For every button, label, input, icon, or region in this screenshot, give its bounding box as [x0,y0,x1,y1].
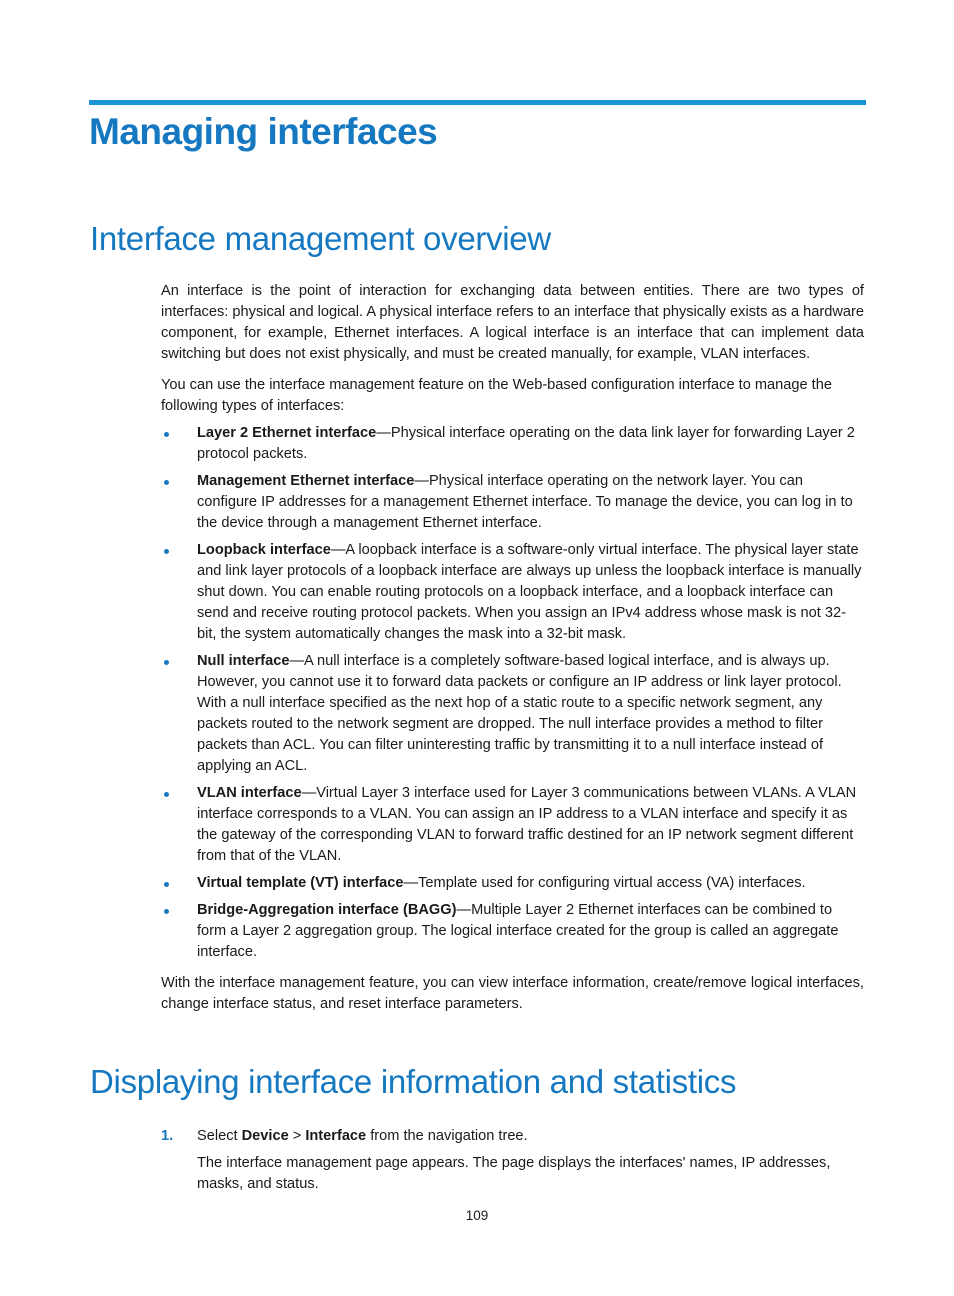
section-overview-body [161,281,864,1025]
section-title-overview: Interface management overview [90,220,551,257]
list-item-term: VLAN interface [197,785,302,801]
list-item [161,423,864,465]
list-item [161,873,864,894]
list-item-text: —Physical interface operating on the data link layer for forwarding Layer 2 protocol packets. [197,425,855,462]
bullet-dot-icon [164,480,169,485]
bullet-dot-icon [164,549,169,554]
list-item-term: Management Ethernet interface [197,473,415,489]
list-item-text: —Template used for configuring virtual access (VA) interfaces. [403,875,806,891]
step-result: The interface management page appears. The page displays the interfaces' names, IP addresses, masks, and status. [197,1155,831,1192]
list-item-term: Null interface [197,653,290,669]
step-text-prefix: Select [197,1128,242,1144]
list-item-term: Bridge-Aggregation interface (BAGG) [197,902,457,918]
list-item [161,540,864,645]
list-item [161,783,864,867]
menu-separator: > [288,1128,306,1144]
bullet-dot-icon [164,909,169,914]
interface-type-list [161,423,864,963]
step-text-suffix: from the navigation tree. [366,1128,528,1144]
lead-paragraph: You can use the interface management feature on the Web-based configuration interface to manage the following types of interfaces: [161,377,832,414]
list-item-text: —A loopback interface is a software-only virtual interface. The physical layer state and link layer protocols of a loopback interface are always up unless the loopback interface is manually shut down. You can enable routing protocols on a loopback interface, and a loopback interface can send and receive routing protocol packets. When you assign an IPv4 address whose mask is not 32-bit, the system automatically changes the mask into a 32-bit mask. [197,542,862,642]
list-item-text: —Physical interface operating on the network layer. You can configure IP addresses for a management Ethernet interface. To manage the device, you can log in to the device through a management Ethernet interface. [197,473,853,531]
procedure-step [161,1126,864,1195]
page-number: 109 [465,1208,489,1223]
list-item [161,651,864,777]
list-item [161,900,864,963]
list-item-text: —A null interface is a completely software-based logical interface, and is always up. However, you cannot use it to forward data packets or configure an IP address or link layer protocol. With a null interface specified as the next hop of a static route to a specific network segment, any packets routed to the network segment are dropped. The null interface provides a method to filter packets than ACL. You can filter uninteresting traffic by transmitting it to a null interface instead of applying an ACL. [197,653,842,774]
bullet-dot-icon [164,792,169,797]
procedure-steps [161,1126,864,1195]
list-item [161,471,864,534]
list-item-term: Loopback interface [197,542,331,558]
chapter-title: Managing interfaces [89,111,438,152]
menu-interface: Interface [305,1128,367,1144]
menu-device: Device [241,1128,289,1144]
section-title-displaying: Displaying interface information and statistics [90,1063,737,1100]
list-item-term: Layer 2 Ethernet interface [197,425,377,441]
bullet-dot-icon [164,432,169,437]
closing-paragraph: With the interface management feature, you can view interface information, create/remove logical interfaces, change interface status, and reset interface parameters. [161,975,864,1012]
bullet-dot-icon [164,882,169,887]
list-item-text: —Virtual Layer 3 interface used for Layer 3 communications between VLANs. A VLAN interface corresponds to a VLAN. You can assign an IP address to a VLAN interface and specify it as the gateway of the corresponding VLAN to forward traffic destined for an IP network segment different from that of the VLAN. [197,785,857,864]
list-item-text: —Multiple Layer 2 Ethernet interfaces can be combined to form a Layer 2 aggregation group. The logical interface created for the group is called an aggregate interface. [197,902,839,960]
intro-paragraph: An interface is the point of interaction for exchanging data between entities. There are two types of interfaces: physical and logical. A physical interface refers to an interface that physically exists as a hardware component, for example, Ethernet interfaces. A logical interface is an interface that can implement data switching but does not exist physically, and must be created manually, for example, VLAN interfaces. [161,283,864,362]
section-displaying-body [161,1126,864,1195]
step-number: 1. [161,1128,174,1144]
list-item-term: Virtual template (VT) interface [197,875,404,891]
chapter-top-rule [89,100,866,105]
bullet-dot-icon [164,660,169,665]
